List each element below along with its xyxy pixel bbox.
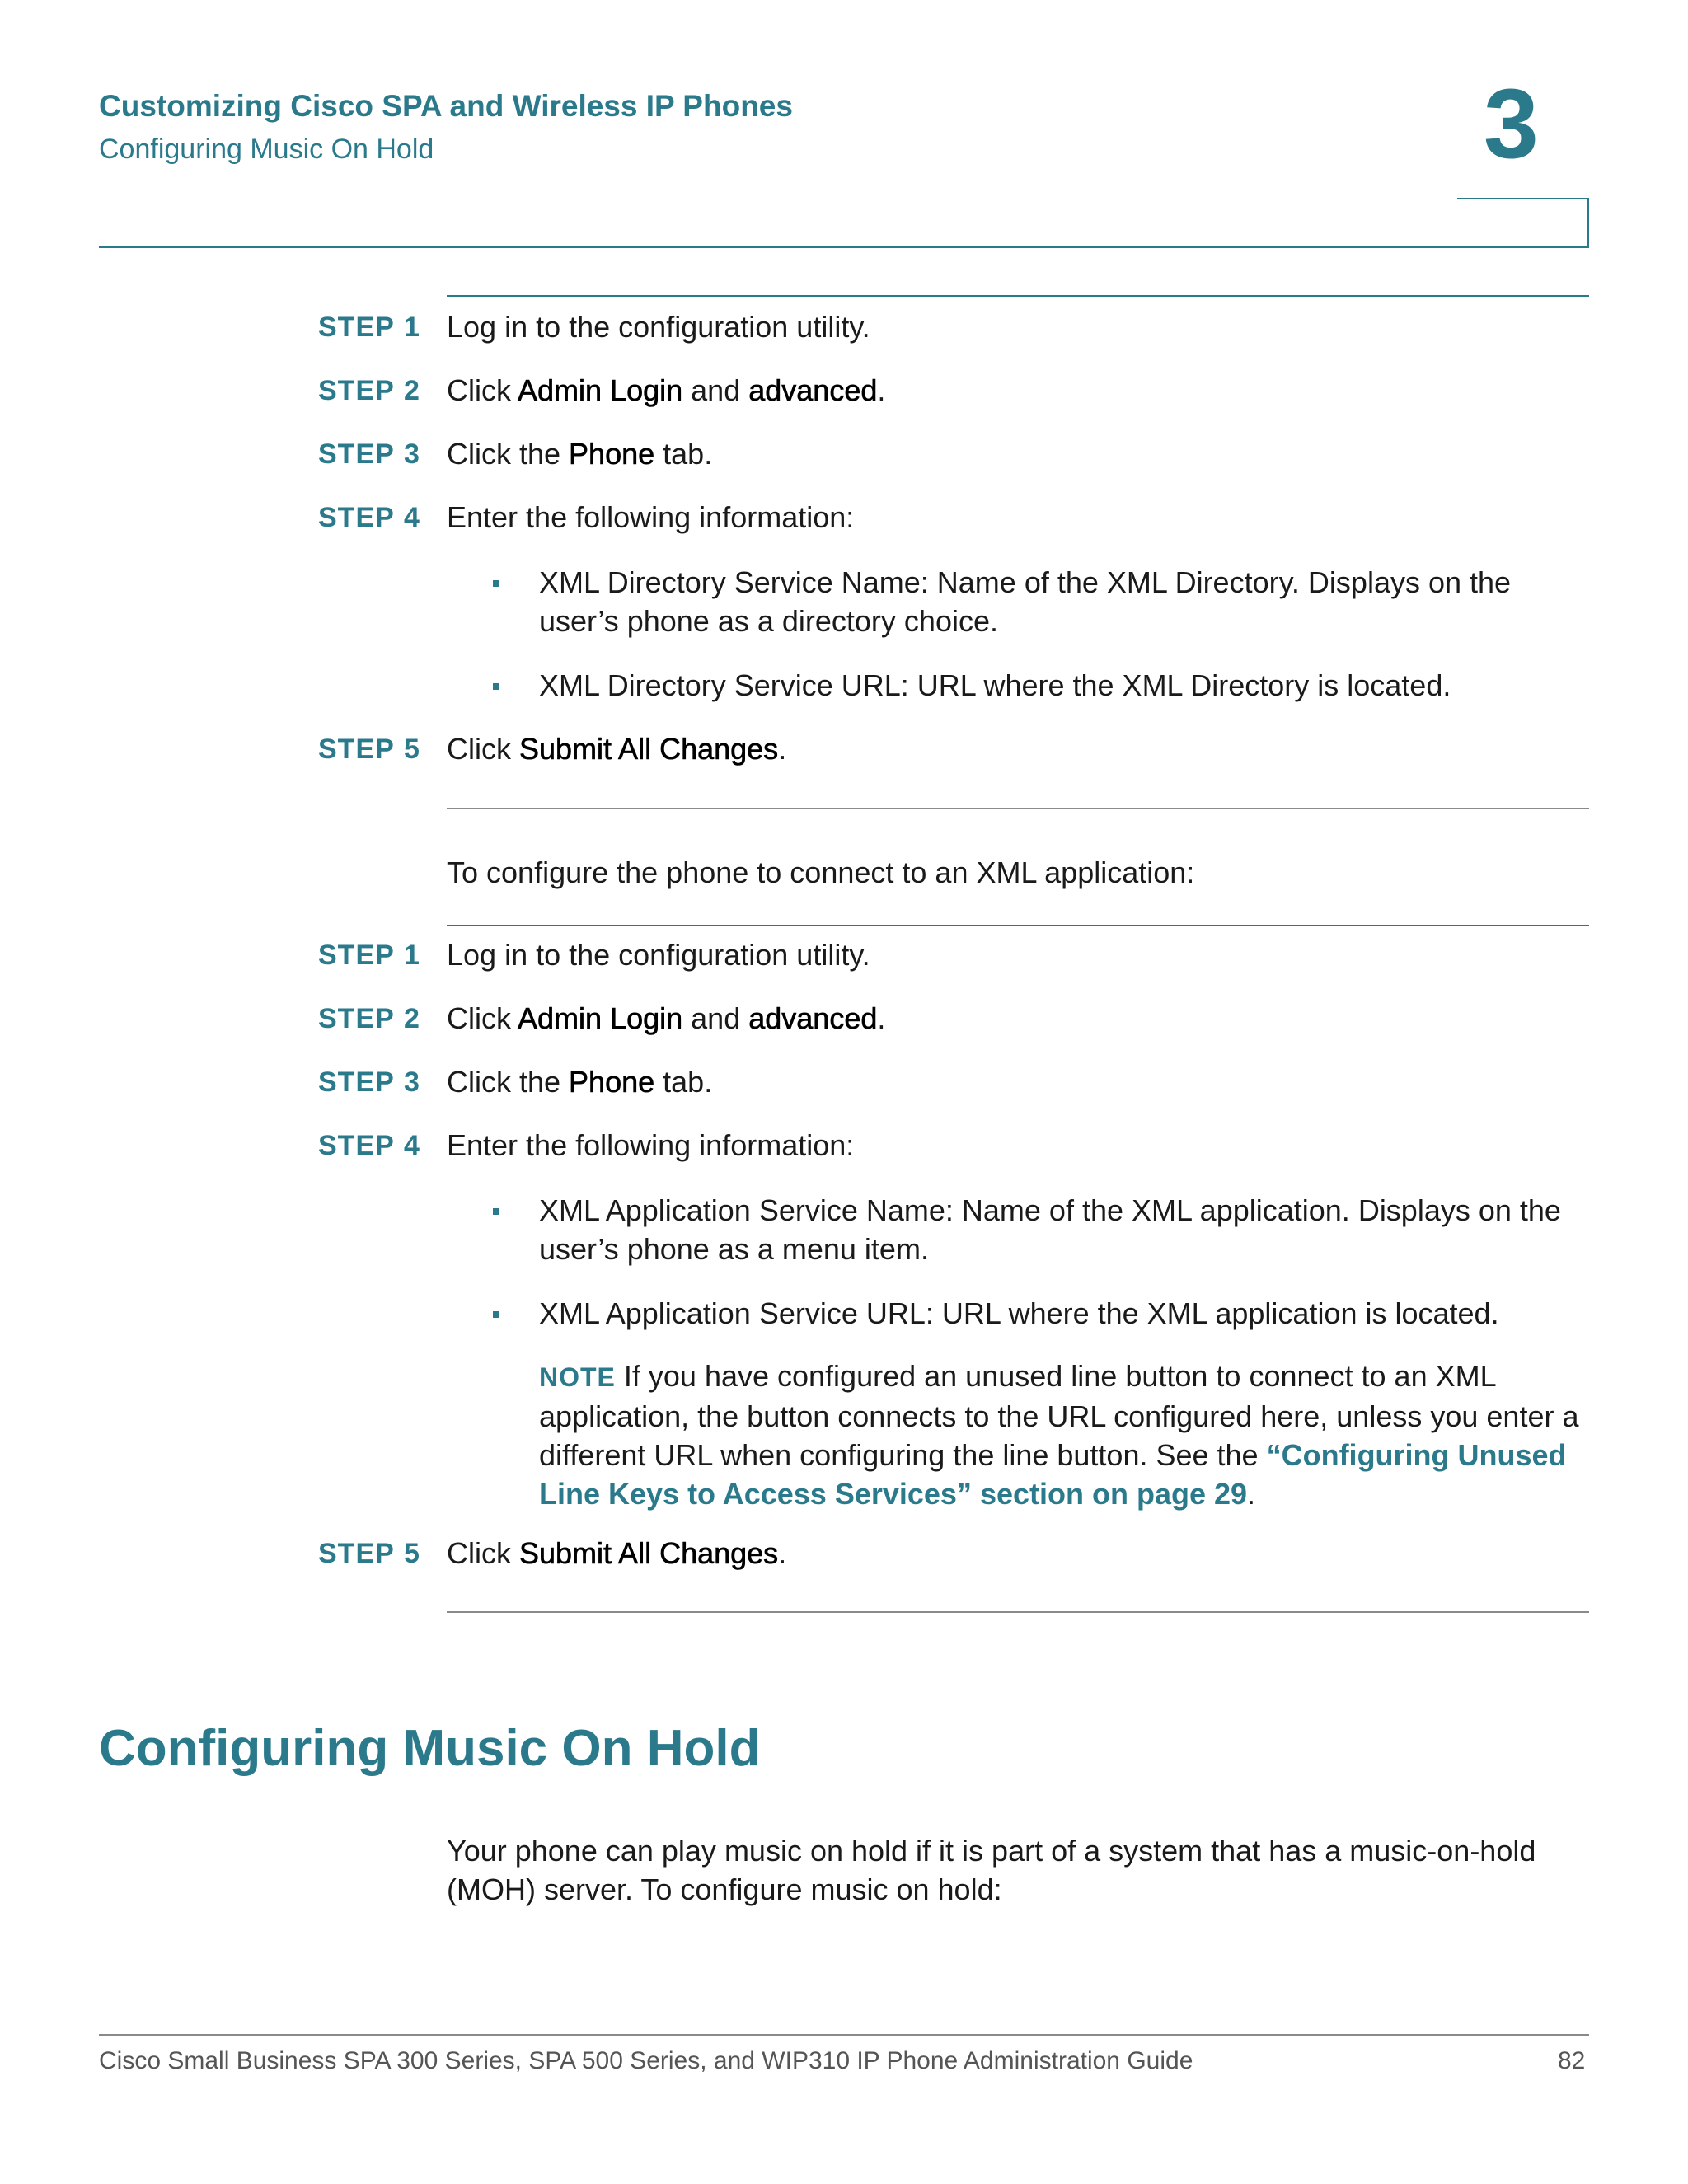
- section-heading: Configuring Music On Hold: [99, 1720, 761, 1777]
- procedure-bottom-rule: [447, 1611, 1589, 1613]
- step-text: Log in to the configuration utility.: [447, 938, 870, 972]
- step-text: Click the Phone tab.: [447, 1065, 713, 1099]
- step-number: 2: [404, 375, 420, 406]
- step-number: 4: [404, 502, 420, 533]
- step-label: STEP: [318, 1538, 395, 1569]
- bullet-marker: [493, 683, 499, 690]
- step-text: Log in to the configuration utility.: [447, 310, 870, 344]
- chapter-number: 3: [1484, 68, 1539, 179]
- step-label: STEP: [318, 375, 395, 406]
- step-label: STEP: [318, 502, 395, 533]
- footer-guide-title: Cisco Small Business SPA 300 Series, SPA 500 Series, and WIP310 IP Phone Administration Guide: [99, 2047, 1193, 2074]
- step-text: Click the Phone tab.: [447, 437, 713, 471]
- step-text: Click Admin Login and advanced.: [447, 1001, 886, 1035]
- step-number: 5: [404, 1538, 420, 1569]
- step-number: 1: [404, 312, 420, 343]
- cross-reference-link[interactable]: “Configuring Unused Line Keys to Access Services” section on page 29: [539, 1438, 1567, 1511]
- bullet-marker: [493, 1208, 499, 1215]
- procedure-bottom-rule: [447, 808, 1589, 809]
- step-number: 3: [404, 438, 420, 470]
- step-text: Click Submit All Changes.: [447, 732, 787, 766]
- step-label: STEP: [318, 733, 395, 765]
- footer-divider: [99, 2034, 1589, 2036]
- step-number: 4: [404, 1130, 420, 1161]
- step-text: Enter the following information:: [447, 500, 855, 534]
- bullet-item: XML Application Service Name: Name of the XML application. Displays on the user’s phone as a menu item.: [539, 1193, 1561, 1266]
- step-label: STEP: [318, 1066, 395, 1098]
- step-label: STEP: [318, 1130, 395, 1161]
- bullet-marker: [493, 580, 499, 587]
- step-number: 1: [404, 940, 420, 971]
- page-number: 82: [1558, 2047, 1586, 2074]
- bullet-item: XML Directory Service URL: URL where the XML Directory is located.: [539, 668, 1451, 702]
- intro-paragraph: To configure the phone to connect to an XML application:: [447, 855, 1195, 889]
- step-text: Click Admin Login and advanced.: [447, 373, 886, 407]
- step-text: Click Submit All Changes.: [447, 1536, 787, 1570]
- section-body: Your phone can play music on hold if it is part of a system that has a music-on-hold (MOH) server. To configure music on hold:: [447, 1834, 1536, 1906]
- step-number: 2: [404, 1003, 420, 1034]
- chapter-tab-box: [1457, 198, 1589, 246]
- note-label: NOTE: [539, 1362, 616, 1392]
- bullet-item: XML Directory Service Name: Name of the XML Directory. Displays on the user’s phone as a directory choice.: [539, 565, 1512, 638]
- step-label: STEP: [318, 1003, 395, 1034]
- step-label: STEP: [318, 940, 395, 971]
- procedure-top-rule: [447, 925, 1589, 926]
- step-label: STEP: [318, 438, 395, 470]
- procedure-top-rule: [447, 295, 1589, 297]
- running-header-title: Customizing Cisco SPA and Wireless IP Phones: [99, 89, 793, 123]
- note-block: NOTE If you have configured an unused line button to connect to an XML application, the button connects to the URL configured here, unless you enter a different URL when configuring the line button. See the “Configuring Unused Line Keys to Access Services” section on page 29.: [539, 1359, 1579, 1511]
- header-divider: [99, 246, 1589, 248]
- bullet-marker: [493, 1311, 499, 1318]
- step-text: Enter the following information:: [447, 1128, 855, 1162]
- step-number: 5: [404, 733, 420, 765]
- running-header-subtitle: Configuring Music On Hold: [99, 134, 434, 165]
- bullet-item: XML Application Service URL: URL where the XML application is located.: [539, 1296, 1499, 1330]
- step-number: 3: [404, 1066, 420, 1098]
- step-label: STEP: [318, 312, 395, 343]
